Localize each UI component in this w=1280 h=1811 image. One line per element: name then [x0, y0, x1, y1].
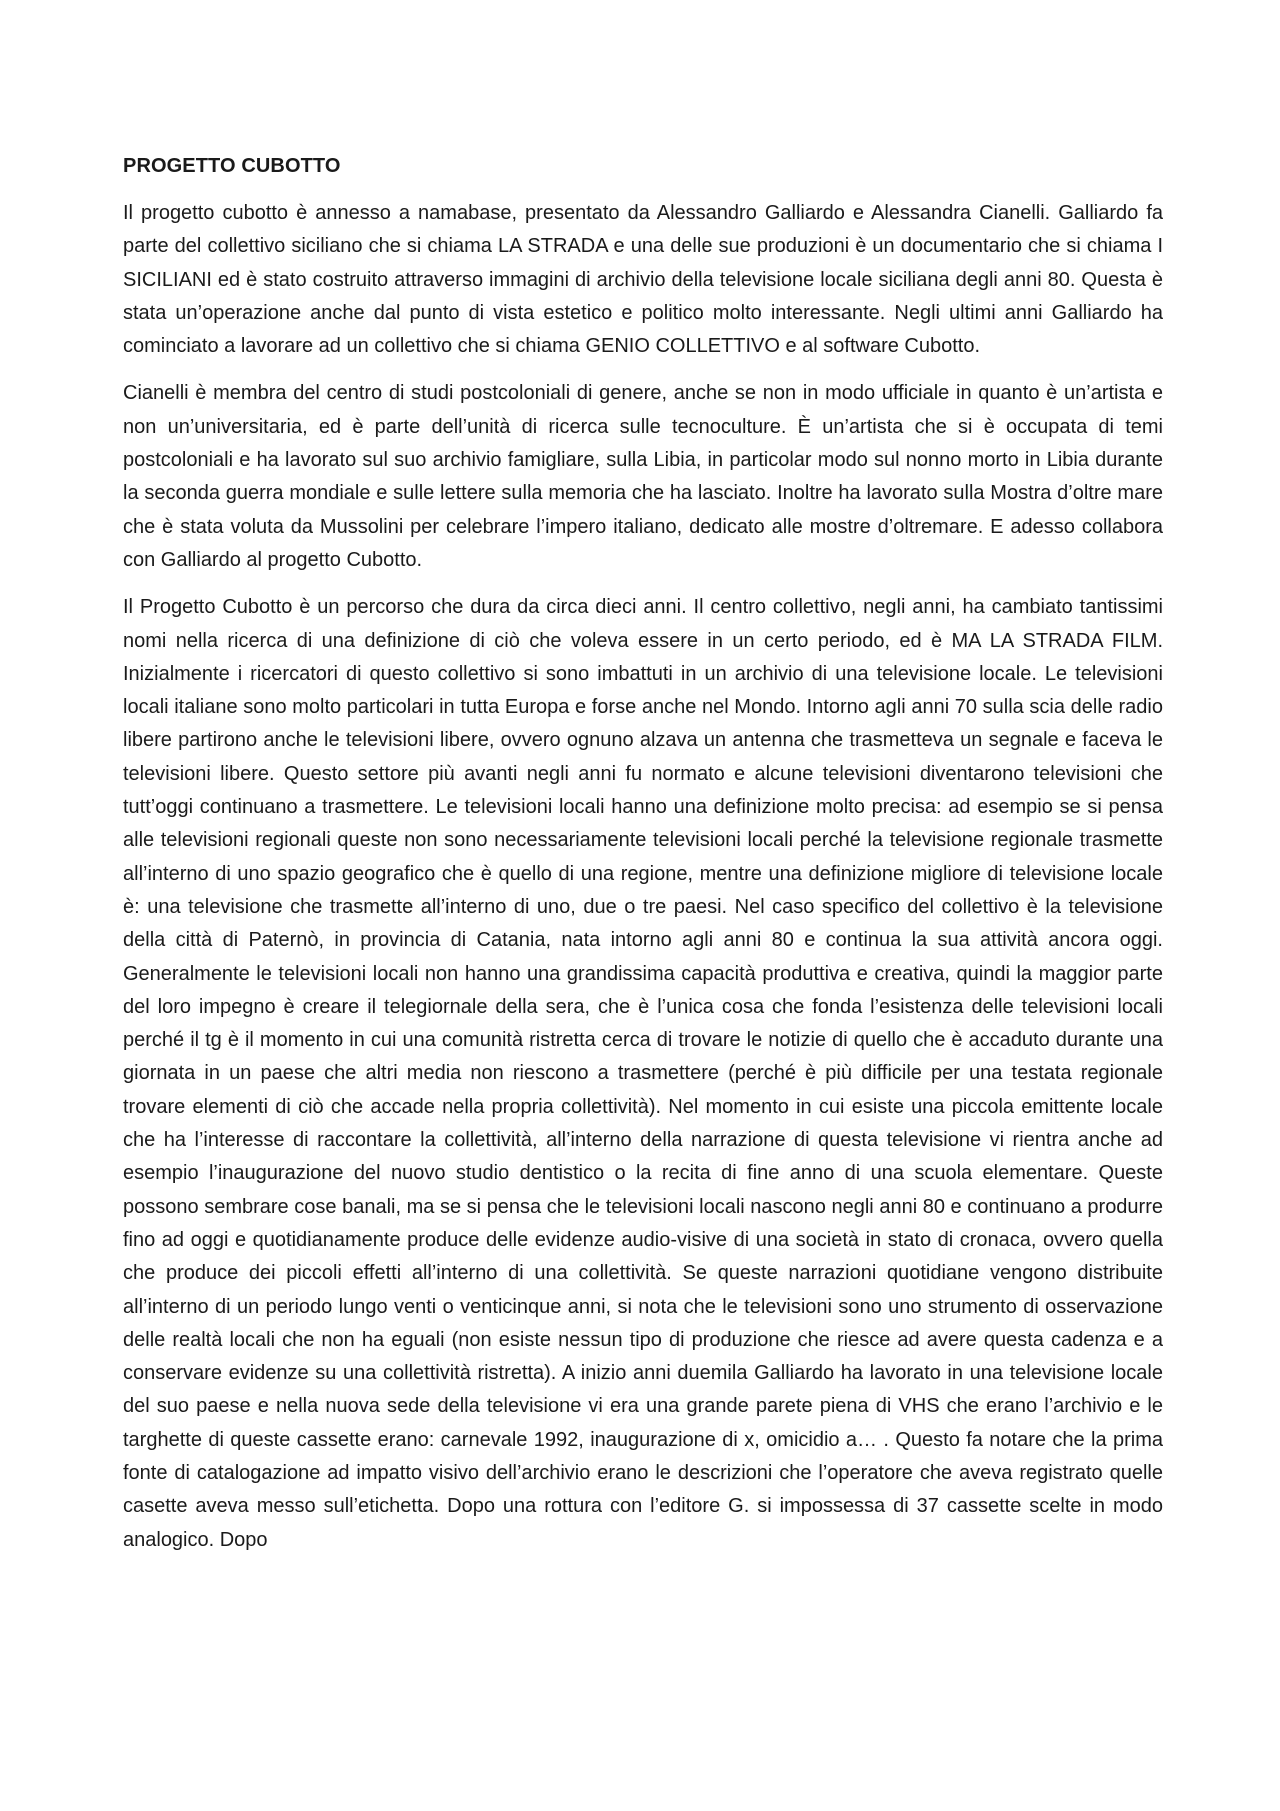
paragraph-cianelli: Cianelli è membra del centro di studi postcoloniali di genere, anche se non in modo ufficiale in quanto è un’artista e non un’universitaria, ed è parte dell’unità di ricerca sulle tecnoculture. È un’artista che si è occupata di temi postcoloniali e ha lavorato sul suo archivio famigliare, sulla Libia, in particolar modo sul nonno morto in Libia durante la seconda guerra mondiale e sulle lettere sulla memoria che ha lasciato. Inoltre ha lavorato sulla Mostra d’oltre mare che è stata voluta da Mussolini per celebrare l’impero italiano, dedicato alle mostre d’oltremare. E adesso collabora con Galliardo al progetto Cubotto.: [123, 382, 1163, 571]
paragraph-intro: Il progetto cubotto è annesso a namabase, presentato da Alessandro Galliardo e Alessandra Cianelli. Galliardo fa parte del collettivo siciliano che si chiama LA STRADA e una delle sue produzioni è un documentario che si chiama I SICILIANI ed è stato costruito attraverso immagini di archivio della televisione locale siciliana degli anni 80. Questa è stata un’operazione anche dal punto di vista estetico e politico molto interessante. Negli ultimi anni Galliardo ha cominciato a lavorare ad un collettivo che si chiama GENIO COLLETTIVO e al software Cubotto.: [123, 202, 1163, 358]
document-title: PROGETTO CUBOTTO: [123, 155, 341, 177]
document-body: [123, 150, 1163, 1571]
paragraph-progetto: Il Progetto Cubotto è un percorso che dura da circa dieci anni. Il centro collettivo, negli anni, ha cambiato tantissimi nomi nella ricerca di una definizione di ciò che voleva essere in un certo periodo, ed è MA LA STRADA FILM. Inizialmente i ricercatori di questo collettivo si sono imbattuti in un archivio di una televisione locale. Le televisioni locali italiane sono molto particolari in tutta Europa e forse anche nel Mondo. Intorno agli anni 70 sulla scia delle radio libere partirono anche le televisioni libere, ovvero ognuno alzava un antenna che trasmetteva un segnale e faceva le televisioni libere. Questo settore più avanti negli anni fu normato e alcune televisioni diventarono televisioni che tutt’oggi continuano a trasmettere. Le televisioni locali hanno una definizione molto precisa: ad esempio se si pensa alle televisioni regionali queste non sono necessariamente televisioni locali perché la televisione regionale trasmette all’interno di uno spazio geografico che è quello di una regione, mentre una definizione migliore di televisione locale è: una televisione che trasmette all’interno di uno, due o tre paesi. Nel caso specifico del collettivo è la televisione della città di Paternò, in provincia di Catania, nata intorno agli anni 80 e continua la sua attività ancora oggi. Generalmente le televisioni locali non hanno una grandissima capacità produttiva e creativa, quindi la maggior parte del loro impegno è creare il telegiornale della sera, che è l’unica cosa che fonda l’esistenza delle televisioni locali perché il tg è il momento in cui una comunità ristretta cerca di trovare le notizie di quello che è accaduto durante una giornata in un paese che altri media non riescono a trasmettere (perché è più difficile per una testata regionale trovare elementi di ciò che accade nella propria collettività). Nel momento in cui esiste una piccola emittente locale che ha l’interesse di raccontare la collettività, all’interno della narrazione di questa televisione vi rientra anche ad esempio l’inaugurazione del nuovo studio dentistico o la recita di fine anno di una scuola elementare. Queste possono sembrare cose banali, ma se si pensa che le televisioni locali nascono negli anni 80 e continuano a produrre fino ad oggi e quotidianamente produce delle evidenze audio-visive di una società in stato di cronaca, ovvero quella che produce dei piccoli effetti all’interno di una collettività. Se queste narrazioni quotidiane vengono distribuite all’interno di un periodo lungo venti o venticinque anni, si nota che le televisioni sono uno strumento di osservazione delle realtà locali che non ha eguali (non esiste nessun tipo di produzione che riesce ad avere questa cadenza e a conservare evidenze su una collettività ristretta). A inizio anni duemila Galliardo ha lavorato in una televisione locale del suo paese e nella nuova sede della televisione vi era una grande parete piena di VHS che erano l’archivio e le targhette di queste cassette erano: carnevale 1992, inaugurazione di x, omicidio a… . Questo fa notare che la prima fonte di catalogazione ad impatto visivo dell’archivio erano le descrizioni che l’operatore che aveva registrato quelle casette aveva messo sull’etichetta. Dopo una rottura con l’editore G. si impossessa di 37 cassette scelte in modo analogico. Dopo: [123, 596, 1163, 1551]
